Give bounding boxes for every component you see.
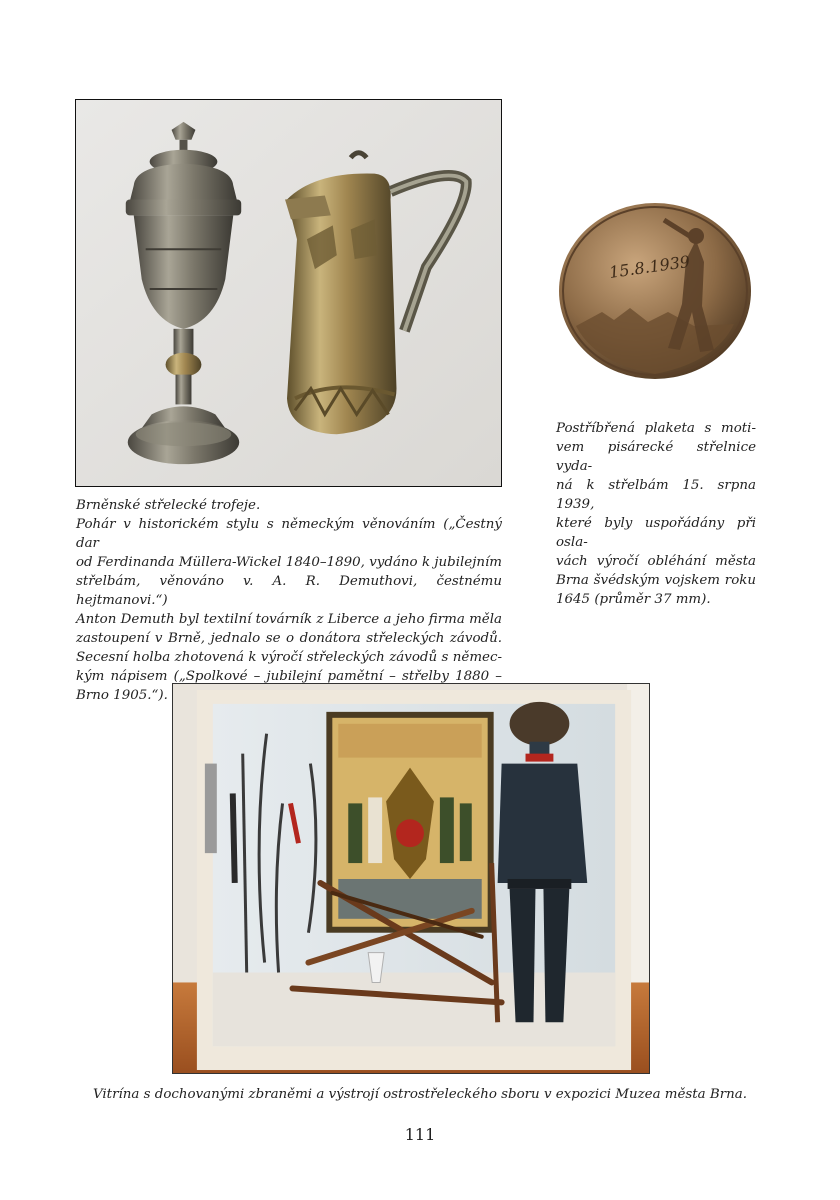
- caption-line: Secesní holba zhotovená k výročí střeleckých závodů s němec-: [76, 650, 502, 665]
- caption-line: Brna švédským vojskem roku: [556, 573, 756, 588]
- caption-line: 1645 (průměr 37 mm).: [556, 592, 711, 607]
- vitrine-illustration: [173, 684, 649, 1073]
- trophies-photo: [75, 99, 502, 487]
- caption-line: vách výročí obléhání města: [556, 554, 756, 569]
- caption-line: vem pisárecké střelnice vyda-: [556, 440, 756, 474]
- caption-line: Brno 1905.“).: [76, 688, 168, 703]
- caption-line: kým nápisem („Spolkové – jubilejní pamětní – střelby 1880 –: [76, 669, 502, 684]
- caption-line: Anton Demuth byl textilní továrník z Liberce a jeho firma měla: [76, 612, 502, 627]
- vitrine-caption: Vitrína s dochovanými zbraněmi a výstrojí ostrostřeleckého sboru v expozici Muzea města Brna.: [92, 1087, 748, 1102]
- medal-illustration: [556, 200, 754, 382]
- page-number: 111: [404, 1125, 436, 1144]
- caption-line: které byly uspořádány při osla-: [556, 516, 756, 550]
- caption-line: ná k střelbám 15. srpna 1939,: [556, 478, 756, 512]
- trophies-illustration: [76, 100, 501, 486]
- caption-line: Postříbřená plaketa s moti-: [556, 421, 756, 436]
- caption-line: zastoupení v Brně, jednalo se o donátora střeleckých závodů.: [76, 631, 502, 646]
- caption-line: střelbám, věnováno v. A. R. Demuthovi, čestnému hejtmanovi.“): [76, 574, 502, 608]
- trophies-caption: [76, 496, 502, 705]
- medal-inscription: 15.8.1939: [607, 251, 692, 282]
- caption-line: od Ferdinanda Müllera-Wickel 1840–1890, vydáno k jubilejním: [76, 555, 502, 570]
- medal-caption: [556, 419, 756, 609]
- caption-line: Pohár v historickém stylu s německým věnováním („Čestný dar: [76, 517, 502, 551]
- vitrine-photo: [172, 683, 650, 1074]
- trophies-caption-title: Brněnské střelecké trofeje.: [76, 498, 261, 513]
- medal-photo: [556, 200, 754, 382]
